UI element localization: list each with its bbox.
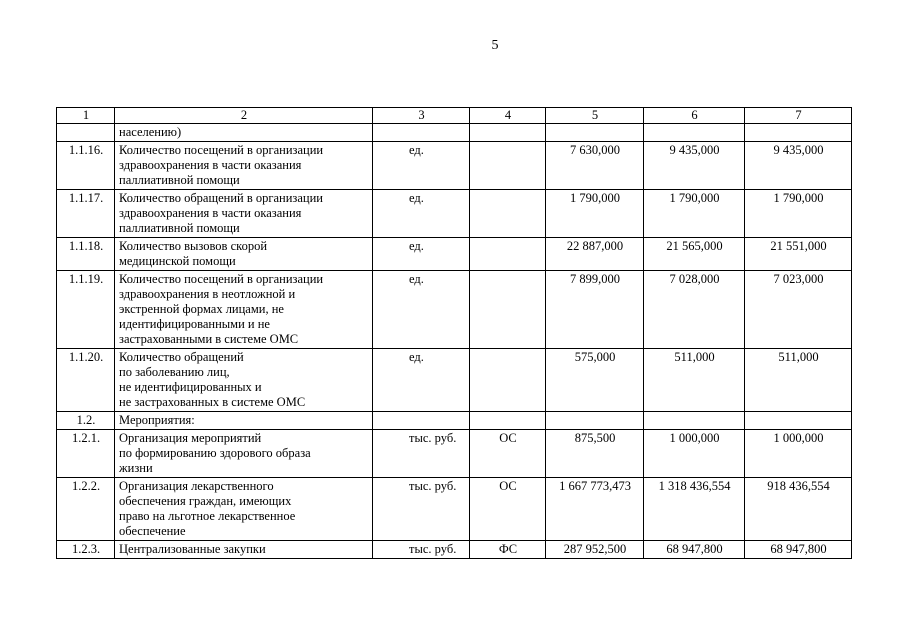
row-name bbox=[115, 190, 373, 238]
row-source bbox=[470, 238, 546, 271]
row-value-5 bbox=[546, 124, 644, 142]
row-value-5: 287 952,500 bbox=[546, 541, 644, 559]
row-name-line: экстренной формах лицами, не bbox=[119, 302, 284, 316]
row-number: 1.1.20. bbox=[57, 349, 115, 412]
row-value-5: 875,500 bbox=[546, 430, 644, 478]
row-value-7: 68 947,800 bbox=[745, 541, 852, 559]
row-value-6: 7 028,000 bbox=[644, 271, 745, 349]
row-name bbox=[115, 271, 373, 349]
row-unit: тыс. руб. bbox=[373, 478, 470, 541]
row-name-line: не застрахованных в системе ОМС bbox=[119, 395, 306, 409]
table-row bbox=[57, 142, 852, 190]
row-name-line: обеспечение bbox=[119, 524, 186, 538]
row-source bbox=[470, 349, 546, 412]
row-number bbox=[57, 124, 115, 142]
row-value-5: 575,000 bbox=[546, 349, 644, 412]
row-source: ФС bbox=[470, 541, 546, 559]
table-row bbox=[57, 349, 852, 412]
row-name bbox=[115, 430, 373, 478]
row-name-line: по заболеванию лиц, bbox=[119, 365, 230, 379]
row-name bbox=[115, 124, 373, 142]
row-value-6 bbox=[644, 124, 745, 142]
row-number: 1.2. bbox=[57, 412, 115, 430]
row-name bbox=[115, 412, 373, 430]
row-unit bbox=[373, 412, 470, 430]
row-source: ОС bbox=[470, 430, 546, 478]
row-value-7: 1 790,000 bbox=[745, 190, 852, 238]
row-value-6: 1 790,000 bbox=[644, 190, 745, 238]
row-name-line: по формированию здорового образа bbox=[119, 446, 311, 460]
row-name-line: Централизованные закупки bbox=[119, 542, 266, 556]
header-cell: 2 bbox=[115, 108, 373, 124]
row-value-6: 1 000,000 bbox=[644, 430, 745, 478]
row-source: ОС bbox=[470, 478, 546, 541]
row-number: 1.2.2. bbox=[57, 478, 115, 541]
row-name-line: населению) bbox=[119, 125, 182, 139]
row-value-7: 21 551,000 bbox=[745, 238, 852, 271]
table-row bbox=[57, 412, 852, 430]
row-name bbox=[115, 238, 373, 271]
row-name-line: здравоохранения в неотложной и bbox=[119, 287, 296, 301]
row-value-7 bbox=[745, 124, 852, 142]
row-source bbox=[470, 412, 546, 430]
table-row bbox=[57, 271, 852, 349]
row-unit bbox=[373, 124, 470, 142]
header-cell: 6 bbox=[644, 108, 745, 124]
table-row bbox=[57, 430, 852, 478]
data-table bbox=[56, 107, 852, 559]
header-row bbox=[57, 108, 852, 124]
row-number: 1.2.3. bbox=[57, 541, 115, 559]
row-name-line: право на льготное лекарственное bbox=[119, 509, 296, 523]
row-value-5: 7 630,000 bbox=[546, 142, 644, 190]
row-name-line: Количество вызовов скорой bbox=[119, 239, 268, 253]
row-value-7: 1 000,000 bbox=[745, 430, 852, 478]
row-name-line: обеспечения граждан, имеющих bbox=[119, 494, 292, 508]
row-value-5: 22 887,000 bbox=[546, 238, 644, 271]
table-row bbox=[57, 478, 852, 541]
row-value-7: 9 435,000 bbox=[745, 142, 852, 190]
row-name-line: застрахованными в системе ОМС bbox=[119, 332, 299, 346]
page-number: 5 bbox=[491, 38, 499, 53]
row-value-7: 511,000 bbox=[745, 349, 852, 412]
row-source bbox=[470, 190, 546, 238]
row-value-5: 1 790,000 bbox=[546, 190, 644, 238]
row-name-line: Количество обращений в организации bbox=[119, 191, 323, 205]
row-number: 1.1.19. bbox=[57, 271, 115, 349]
row-name-line: жизни bbox=[119, 461, 153, 475]
row-source bbox=[470, 124, 546, 142]
row-unit: ед. bbox=[373, 238, 470, 271]
row-value-7: 918 436,554 bbox=[745, 478, 852, 541]
row-name-line: Количество посещений в организации bbox=[119, 272, 324, 286]
row-value-7: 7 023,000 bbox=[745, 271, 852, 349]
row-number: 1.1.17. bbox=[57, 190, 115, 238]
row-unit: тыс. руб. bbox=[373, 430, 470, 478]
row-value-6: 1 318 436,554 bbox=[644, 478, 745, 541]
row-name-line: Мероприятия: bbox=[119, 413, 195, 427]
row-value-6: 68 947,800 bbox=[644, 541, 745, 559]
row-name-line: Количество обращений bbox=[119, 350, 244, 364]
row-name-line: здравоохранения в части оказания bbox=[119, 158, 302, 172]
row-name bbox=[115, 349, 373, 412]
row-name-line: паллиативной помощи bbox=[119, 173, 240, 187]
header-cell: 3 bbox=[373, 108, 470, 124]
row-unit: ед. bbox=[373, 190, 470, 238]
row-name-line: паллиативной помощи bbox=[119, 221, 240, 235]
row-name-line: Количество посещений в организации bbox=[119, 143, 324, 157]
row-unit: тыс. руб. bbox=[373, 541, 470, 559]
row-source bbox=[470, 142, 546, 190]
row-value-5: 1 667 773,473 bbox=[546, 478, 644, 541]
row-name-line: здравоохранения в части оказания bbox=[119, 206, 302, 220]
row-unit: ед. bbox=[373, 271, 470, 349]
row-value-6 bbox=[644, 412, 745, 430]
row-number: 1.2.1. bbox=[57, 430, 115, 478]
row-value-5: 7 899,000 bbox=[546, 271, 644, 349]
row-name bbox=[115, 142, 373, 190]
row-value-6: 21 565,000 bbox=[644, 238, 745, 271]
row-name-line: идентифицированными и не bbox=[119, 317, 270, 331]
row-name bbox=[115, 541, 373, 559]
row-value-6: 9 435,000 bbox=[644, 142, 745, 190]
row-number: 1.1.16. bbox=[57, 142, 115, 190]
header-cell: 1 bbox=[57, 108, 115, 124]
header-cell: 5 bbox=[546, 108, 644, 124]
row-name-line: не идентифицированных и bbox=[119, 380, 262, 394]
row-name-line: Организация лекарственного bbox=[119, 479, 274, 493]
table-row bbox=[57, 190, 852, 238]
row-number: 1.1.18. bbox=[57, 238, 115, 271]
table-row bbox=[57, 541, 852, 559]
row-value-7 bbox=[745, 412, 852, 430]
row-name-line: Организация мероприятий bbox=[119, 431, 262, 445]
table-row bbox=[57, 124, 852, 142]
row-name-line: медицинской помощи bbox=[119, 254, 236, 268]
table-row bbox=[57, 238, 852, 271]
row-source bbox=[470, 271, 546, 349]
header-cell: 4 bbox=[470, 108, 546, 124]
header-cell: 7 bbox=[745, 108, 852, 124]
row-unit: ед. bbox=[373, 142, 470, 190]
row-value-6: 511,000 bbox=[644, 349, 745, 412]
row-value-5 bbox=[546, 412, 644, 430]
row-unit: ед. bbox=[373, 349, 470, 412]
row-name bbox=[115, 478, 373, 541]
